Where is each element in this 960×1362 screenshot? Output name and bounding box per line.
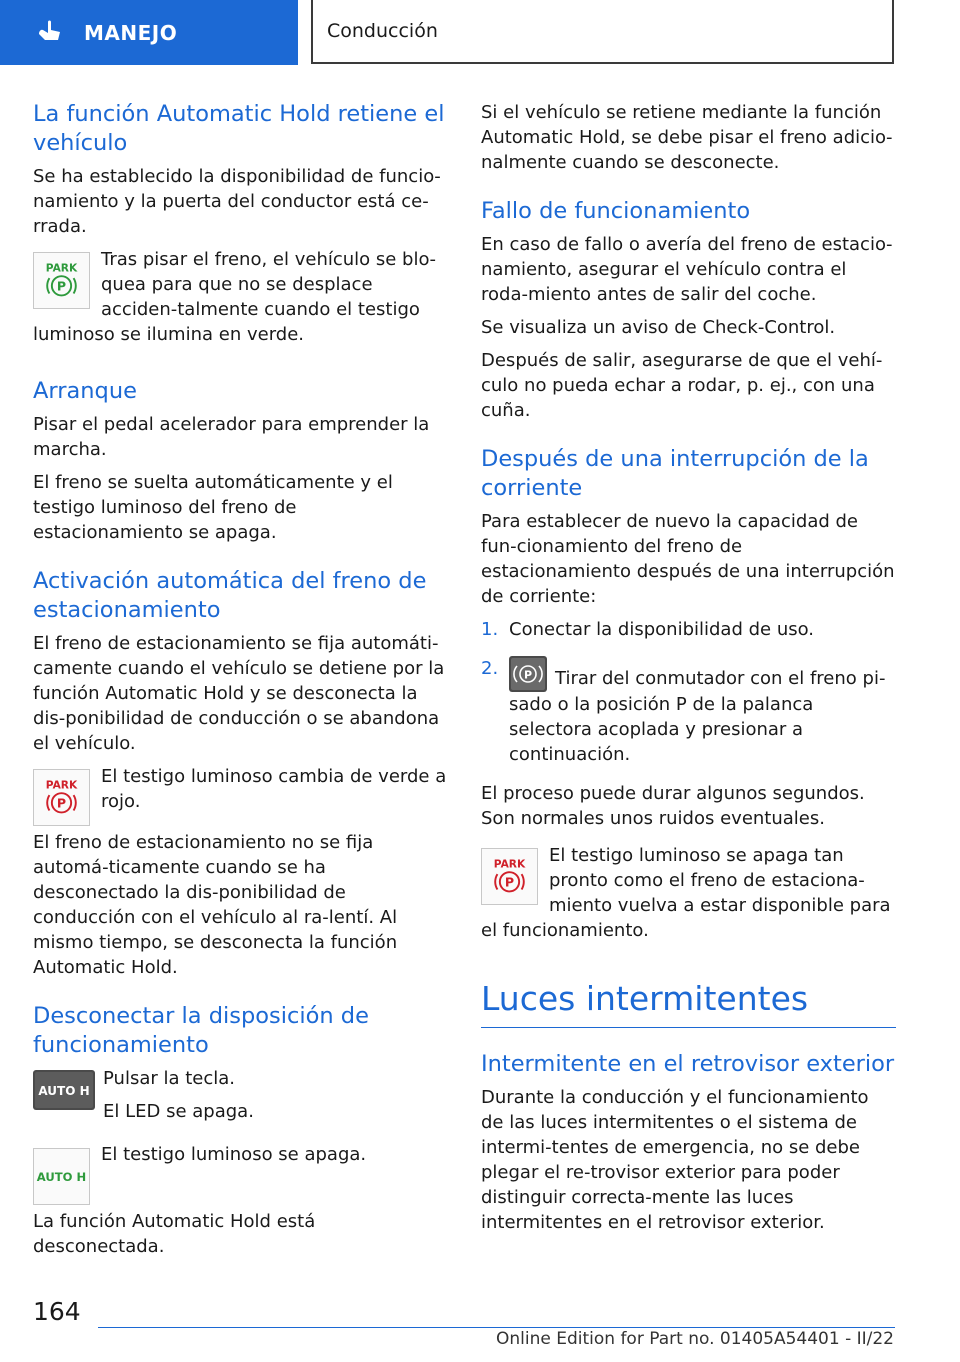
paragraph: El LED se apaga. <box>103 1101 254 1122</box>
steps-list <box>481 617 896 767</box>
svg-text:AUTO H: AUTO H <box>36 1169 87 1184</box>
steering-hand-icon <box>34 18 64 48</box>
paragraph: El freno de estacionamiento no se fija automá‐ticamente cuando se ha desconectado la dis‐ponibilidad de conducción con el vehículo al ra‐lentí. Al mismo tiempo, se desconecta la función Automatic Hold. <box>33 832 398 978</box>
icon-paragraph <box>33 1066 447 1132</box>
paragraph: Para establecer de nuevo la capacidad de fun‐cionamiento del freno de estacionamiento después de una interrupción de corriente: <box>481 511 895 607</box>
paragraph: Se ha establecido la disponibilidad de funcio‐namiento y la puerta del conductor está ce‐rrada. <box>33 166 441 237</box>
auto-h-green-indicator-icon <box>33 1148 90 1205</box>
svg-text:P: P <box>56 795 67 811</box>
paragraph: El freno se suelta automáticamente y el testigo luminoso del freno de estacionamiento se apaga. <box>33 472 393 543</box>
heading-activacion-automatica: Activación automática del freno de estacionamiento <box>33 568 427 623</box>
heading-interrupcion: Después de una interrupción de la corriente <box>481 446 869 501</box>
list-item <box>481 656 896 767</box>
park-red-indicator-icon <box>481 848 538 905</box>
paragraph: Si el vehículo se retiene mediante la función Automatic Hold, se debe pisar el freno adicio‐nalmente cuando se desconecte. <box>481 102 893 173</box>
left-column <box>33 100 447 1267</box>
auto-h-button-icon <box>33 1070 95 1110</box>
paragraph: Se visualiza un aviso de Check-Control. <box>481 317 836 338</box>
svg-text:PARK: PARK <box>45 261 78 275</box>
heading-intermitente: Intermitente en el retrovisor exterior <box>481 1051 895 1077</box>
paragraph: El freno de estacionamiento se fija automáti‐camente cuando el vehículo se detiene por la función Automatic Hold y se desconecta la dis‐ponibilidad de conducción o se abandona el vehículo. <box>33 633 445 754</box>
right-column <box>481 100 896 1243</box>
paragraph: El testigo luminoso se apaga tan pronto como el freno de estaciona‐miento vuelva a estar disponible para el funcionamiento. <box>481 845 891 941</box>
heading-fallo: Fallo de funcionamiento <box>481 198 751 224</box>
icon-paragraph <box>33 764 447 830</box>
paragraph: El proceso puede durar algunos segundos. Son normales unos ruidos eventuales. <box>481 783 865 829</box>
paragraph: En caso de fallo o avería del freno de estacio‐namiento, asegurar el vehículo contra el roda‐miento antes de salir del coche. <box>481 234 893 305</box>
heading-automatic-hold: La función Automatic Hold retiene el vehículo <box>33 101 445 156</box>
svg-text:P: P <box>523 668 533 682</box>
header-chapter-box <box>311 0 894 64</box>
paragraph: El testigo luminoso se apaga. <box>101 1144 367 1165</box>
header-chapter-label: Conducción <box>327 20 438 42</box>
step-text: Tirar del conmutador con el freno pi‐sado o la posición P de la palanca selectora acoplada y presionar a continuación. <box>509 668 886 765</box>
svg-text:PARK: PARK <box>45 778 78 792</box>
svg-text:P: P <box>504 874 515 890</box>
paragraph: Durante la conducción y el funcionamiento de las luces intermitentes o el sistema de intermi‐tentes de emergencia, no se debe plegar el re‐trovisor exterior para poder distinguir correcta‐mente las luces intermitentes en el retrovisor exterior. <box>481 1087 869 1233</box>
svg-text:P: P <box>56 278 67 294</box>
heading-arranque: Arranque <box>33 378 137 404</box>
chapter-heading-luces: Luces intermitentes <box>481 979 896 1028</box>
paragraph: Después de salir, asegurarse de que el vehí‐culo no pueda echar a rodar, p. ej., con una cuña. <box>481 350 883 421</box>
paragraph: Tras pisar el freno, el vehículo se blo‐quea para que no se desplace acciden‐talmente cuando el testigo luminoso se ilumina en verde. <box>33 249 436 345</box>
icon-paragraph <box>481 843 896 951</box>
parking-brake-switch-icon <box>509 656 547 692</box>
svg-text:AUTO H: AUTO H <box>38 1084 90 1098</box>
header-section-label: MANEJO <box>84 20 178 45</box>
paragraph: La función Automatic Hold está desconectada. <box>33 1211 316 1257</box>
page-number: 164 <box>33 1297 81 1326</box>
list-item <box>481 617 896 642</box>
header-section-tab <box>0 0 298 65</box>
step-text: Conectar la disponibilidad de uso. <box>509 619 815 640</box>
paragraph: El testigo luminoso cambia de verde a rojo. <box>101 766 447 812</box>
footer-edition: Online Edition for Part no. 01405A54401 - II/22 <box>495 1329 894 1349</box>
step-number: 2. <box>481 658 499 679</box>
heading-desconectar: Desconectar la disposición de funcionamiento <box>33 1003 369 1058</box>
svg-text:PARK: PARK <box>493 857 526 871</box>
park-green-indicator-icon <box>33 252 90 309</box>
paragraph: Pulsar la tecla. <box>103 1068 236 1089</box>
step-number: 1. <box>481 619 499 640</box>
icon-paragraph <box>33 1142 447 1209</box>
park-red-indicator-icon <box>33 769 90 826</box>
footer-divider <box>98 1327 895 1328</box>
icon-paragraph <box>33 247 447 355</box>
paragraph: Pisar el pedal acelerador para emprender la marcha. <box>33 414 430 460</box>
